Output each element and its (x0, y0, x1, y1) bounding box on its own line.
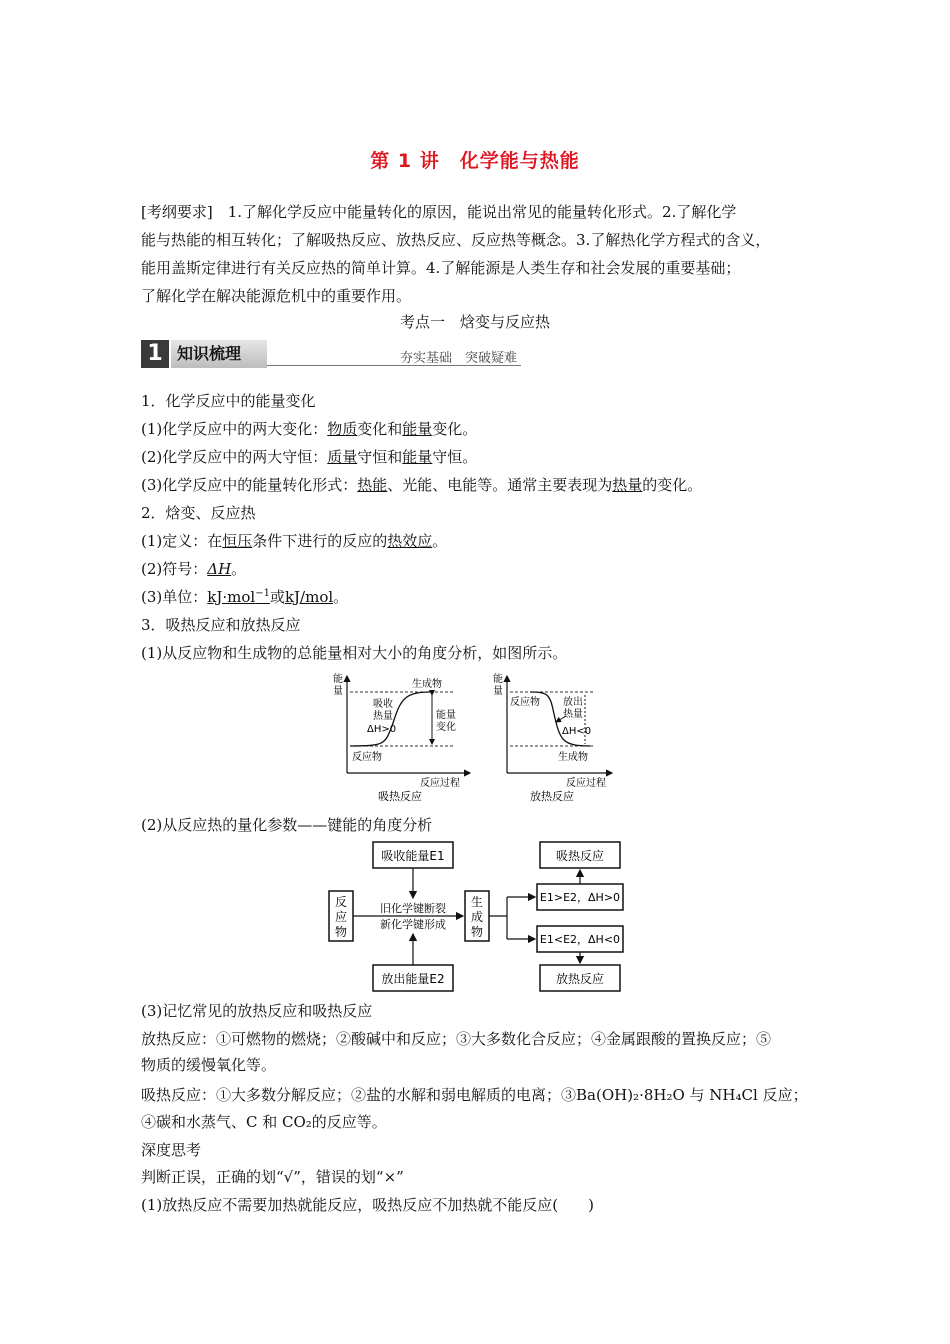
figure-caption: 放热反应 (530, 790, 574, 803)
bond-energy-flowchart (325, 838, 630, 994)
answer-blank: ΔH (207, 560, 232, 578)
release-label-2: 热量 (563, 709, 583, 720)
answer-blank: 热效应 (387, 532, 433, 550)
condition-exo-text: E1<E2，ΔH<0 (539, 933, 621, 946)
endothermic-result-label: 吸热反应 (555, 849, 605, 863)
answer-blank: 恒压 (222, 532, 253, 550)
answer-blank: 能量 (402, 448, 433, 466)
x-axis-label: 反应过程 (420, 778, 460, 789)
product-char-2: 成 (470, 910, 484, 924)
product-label: 生成物 (412, 679, 442, 690)
answer-blank: 质量 (327, 448, 358, 466)
exothermic-result-label: 放热反应 (555, 972, 605, 986)
answer-blank: 能量 (402, 420, 433, 438)
deep-thinking-heading: 深度思考 (141, 1141, 202, 1159)
deep-thinking-intro: 判断正误，正确的划“√”，错误的划“×” (141, 1168, 404, 1186)
absorb-label-1: 吸收 (373, 699, 393, 710)
requirements-line-4: 了解化学在解决能源危机中的重要作用。 (141, 287, 412, 305)
exothermic-diagram (490, 668, 620, 808)
requirements-line-1 (141, 198, 813, 226)
delta-h-label: ΔH>0 (367, 724, 397, 735)
s2-p2: (2)符号：ΔH。 (141, 560, 247, 578)
energy-change-label-2: 变化 (436, 722, 456, 733)
answer-blank: kJ·mol$^{-1}$ (207, 588, 270, 606)
endothermic-diagram (330, 668, 480, 808)
banner-label: 知识梳理 (171, 340, 267, 368)
y-axis-label-2: 量 (493, 686, 503, 697)
exam-requirements (141, 198, 813, 310)
y-axis-label-2: 量 (333, 686, 343, 697)
requirements-tag: [考纲要求] (141, 203, 213, 221)
s1-p3: (3)化学反应中的能量转化形式：热能、光能、电能等。通常主要表现为热量的变化。 (141, 476, 703, 494)
reactant-label: 反应物 (352, 752, 382, 763)
y-axis-label-1: 能 (493, 674, 503, 685)
answer-blank: 热能 (357, 476, 388, 494)
s2-p3: (3)单位：kJ·mol$^{-1}$或kJ/mol。 (141, 588, 349, 606)
question-1: (1)放热反应不需要加热就能反应，吸热反应不加热就不能反应( ) (141, 1196, 594, 1214)
banner-subtitle: 夯实基础 突破疑难 (399, 351, 517, 366)
section-banner (141, 340, 521, 368)
reactant-char-2: 应 (334, 910, 348, 924)
product-char-1: 生 (470, 895, 484, 909)
x-axis-label: 反应过程 (566, 778, 606, 789)
section-2-heading: 2．焓变、反应热 (141, 504, 256, 522)
s1-p1: (1)化学反应中的两大变化：物质变化和能量变化。 (141, 420, 478, 438)
s3-p2: (2)从反应热的量化参数——键能的角度分析 (141, 816, 433, 834)
section-3-heading: 3．吸热反应和放热反应 (141, 616, 301, 634)
exothermic-list-2: 物质的缓慢氧化等。 (141, 1056, 277, 1074)
s3-p3: (3)记忆常见的放热反应和吸热反应 (141, 1002, 373, 1020)
absorb-energy-label: 吸收能量E1 (381, 849, 445, 863)
endothermic-list-1: 吸热反应：①大多数分解反应；②盐的水解和弱电解质的电离；③Ba(OH)₂·8H₂O 与 NH₄Cl 反应； (141, 1086, 808, 1104)
product-char-3: 物 (470, 925, 484, 939)
reactant-char-1: 反 (334, 895, 348, 909)
endothermic-list-2: ④碳和水蒸气、C 和 CO₂的反应等。 (141, 1113, 387, 1131)
release-label-1: 放出 (563, 697, 583, 708)
release-energy-label: 放出能量E2 (381, 972, 445, 986)
exothermic-list-1: 放热反应：①可燃物的燃烧；②酸碱中和反应；③大多数化合反应；④金属跟酸的置换反应；⑤ (141, 1030, 772, 1048)
requirements-line-2: 能与热能的相互转化；了解吸热反应、放热反应、反应热等概念。3.了解热化学方程式的含义， (141, 231, 771, 249)
s2-p1: (1)定义：在恒压条件下进行的反应的热效应。 (141, 532, 448, 550)
product-label: 生成物 (558, 752, 588, 763)
energy-change-label-1: 能量 (436, 710, 456, 721)
bond-break-label: 旧化学键断裂 (380, 902, 446, 915)
kaodian-heading: 考点一 焓变与反应热 (399, 313, 550, 331)
s1-p2: (2)化学反应中的两大守恒：质量守恒和能量守恒。 (141, 448, 478, 466)
bond-form-label: 新化学键形成 (380, 918, 446, 931)
page-title: 第 1 讲 化学能与热能 (370, 150, 580, 172)
section-1-heading: 1．化学反应中的能量变化 (141, 392, 316, 410)
absorb-label-2: 热量 (373, 711, 393, 722)
figure-caption: 吸热反应 (378, 790, 422, 803)
requirements-text-1: 1.了解化学反应中能量转化的原因，能说出常见的能量转化形式。2.了解化学 (227, 203, 737, 221)
requirements-line-3: 能用盖斯定律进行有关反应热的简单计算。4.了解能源是人类生存和社会发展的重要基础； (141, 259, 741, 277)
answer-blank: 热量 (612, 476, 643, 494)
banner-number: 1 (141, 340, 169, 368)
condition-endo-text: E1>E2，ΔH>0 (539, 891, 621, 904)
delta-h-label: ΔH<0 (562, 726, 592, 737)
reactant-char-3: 物 (334, 925, 348, 939)
answer-blank: kJ/mol (284, 588, 334, 606)
answer-blank: 物质 (327, 420, 358, 438)
y-axis-label-1: 能 (333, 674, 343, 685)
reactant-label: 反应物 (510, 697, 540, 708)
s3-p1: (1)从反应物和生成物的总能量相对大小的角度分析，如图所示。 (141, 644, 568, 662)
